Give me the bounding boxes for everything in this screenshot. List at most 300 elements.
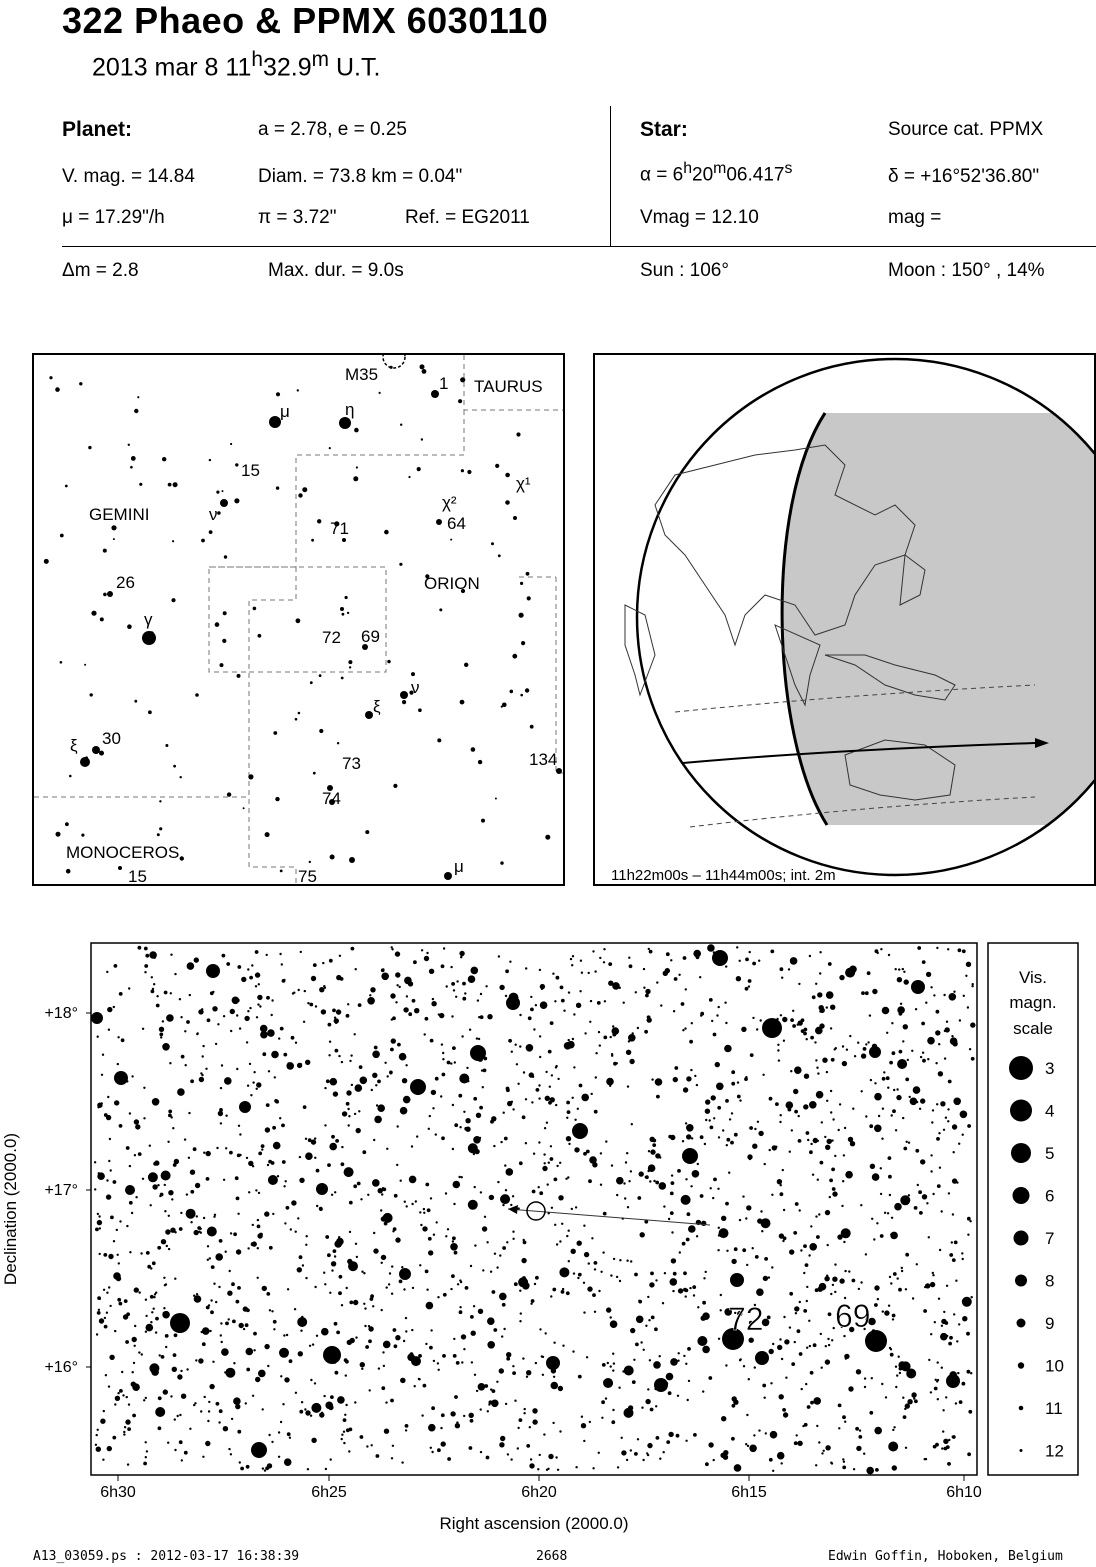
field-star xyxy=(94,1188,96,1190)
field-star xyxy=(523,1239,525,1241)
finder-star xyxy=(400,424,402,426)
field-star xyxy=(810,1225,812,1227)
finder-star xyxy=(417,467,421,471)
field-star xyxy=(209,1384,214,1389)
field-star xyxy=(487,1341,495,1349)
field-star xyxy=(705,1109,710,1114)
field-star xyxy=(828,1312,832,1316)
field-star xyxy=(463,1348,465,1350)
field-star xyxy=(312,976,314,978)
field-star xyxy=(816,1235,820,1239)
field-star xyxy=(157,1246,161,1250)
field-star xyxy=(429,969,434,974)
field-star xyxy=(460,956,462,958)
field-star xyxy=(728,1340,730,1342)
field-star xyxy=(538,1141,540,1143)
field-star xyxy=(272,1213,274,1215)
field-star xyxy=(612,1025,614,1027)
finder-star xyxy=(162,457,166,461)
field-star xyxy=(457,1283,459,1285)
field-star xyxy=(630,1449,632,1451)
field-star xyxy=(159,1033,163,1037)
field-star xyxy=(144,971,146,973)
field-star xyxy=(170,992,172,994)
field-star xyxy=(413,960,417,964)
field-star xyxy=(107,1096,109,1098)
field-star xyxy=(163,1307,165,1309)
field-star xyxy=(610,1316,612,1318)
field-star xyxy=(810,1401,814,1405)
field-star xyxy=(117,1298,121,1302)
field-star xyxy=(947,1108,949,1110)
field-star xyxy=(198,1231,200,1233)
field-star xyxy=(826,1006,828,1008)
field-star xyxy=(780,1014,782,1016)
field-star xyxy=(767,1316,771,1320)
field-star xyxy=(355,1084,363,1092)
field-star xyxy=(228,1448,230,1450)
field-star xyxy=(763,1276,768,1281)
field-star xyxy=(106,971,108,973)
field-star xyxy=(316,1335,318,1337)
field-star xyxy=(884,1212,886,1214)
field-star xyxy=(676,1434,680,1438)
field-star xyxy=(271,1014,273,1016)
field-star xyxy=(828,1344,830,1346)
finder-star xyxy=(399,563,402,566)
field-star xyxy=(95,1228,99,1232)
field-star xyxy=(937,1398,939,1400)
field-star xyxy=(925,1002,927,1004)
field-star xyxy=(257,1247,259,1249)
finder-star xyxy=(237,674,241,678)
field-star xyxy=(420,1224,422,1226)
field-star xyxy=(659,1182,667,1190)
star-alpha xyxy=(640,160,792,186)
field-star xyxy=(947,1120,949,1122)
field-star xyxy=(480,1191,482,1193)
field-star xyxy=(603,1212,607,1216)
finder-star xyxy=(545,835,550,840)
finder-star xyxy=(180,856,184,860)
field-star xyxy=(381,1262,383,1264)
field-star xyxy=(503,1112,505,1114)
field-star xyxy=(574,1147,579,1152)
field-star xyxy=(902,1397,904,1399)
field-star xyxy=(557,1078,559,1080)
field-star xyxy=(798,1139,802,1143)
field-star xyxy=(299,1156,301,1158)
scale-dot-9 xyxy=(1017,1319,1026,1328)
field-star xyxy=(361,1271,363,1273)
field-star xyxy=(255,950,259,954)
field-star xyxy=(526,1044,534,1052)
field-star xyxy=(478,1057,483,1062)
field-star xyxy=(626,1050,631,1055)
finder-star xyxy=(422,369,427,374)
field-star xyxy=(588,972,590,974)
field-star xyxy=(526,1444,530,1448)
field-star xyxy=(322,962,324,964)
field-star xyxy=(333,1091,338,1096)
field-star xyxy=(842,1061,847,1066)
field-star xyxy=(223,1179,225,1181)
field-star xyxy=(510,1204,512,1206)
field-star xyxy=(931,1121,933,1123)
field-star xyxy=(892,1051,896,1055)
field-star xyxy=(902,968,904,970)
field-star xyxy=(897,1059,907,1069)
field-star xyxy=(966,1332,970,1336)
field-star xyxy=(876,1222,878,1224)
field-star xyxy=(671,1181,675,1185)
field-star xyxy=(159,1354,161,1356)
field-star xyxy=(400,1180,402,1182)
field-star xyxy=(815,1464,817,1466)
field-star xyxy=(881,1138,883,1140)
planet-ref: Ref. = EG2011 xyxy=(405,207,530,228)
field-star xyxy=(880,1193,882,1195)
field-star xyxy=(686,1076,691,1081)
field-star xyxy=(821,1121,823,1123)
field-star xyxy=(415,1086,417,1088)
field-star xyxy=(789,1292,793,1296)
finder-star xyxy=(113,538,115,540)
field-star xyxy=(552,1422,554,1424)
finder-star xyxy=(505,473,510,478)
field-star xyxy=(944,1057,946,1059)
field-star xyxy=(913,988,915,990)
field-star xyxy=(749,1445,757,1453)
scale-value-3: 3 xyxy=(1045,1059,1055,1078)
field-star xyxy=(190,1190,194,1194)
field-star xyxy=(559,1430,561,1432)
field-star xyxy=(161,1171,171,1181)
field-star xyxy=(122,1394,124,1396)
field-star xyxy=(953,1313,955,1315)
field-star xyxy=(349,1060,351,1062)
field-star xyxy=(372,1179,380,1187)
field-star xyxy=(173,1353,177,1357)
field-star xyxy=(765,1432,767,1434)
field-star xyxy=(666,1440,670,1444)
field-star xyxy=(452,1148,454,1150)
field-star xyxy=(945,1396,947,1398)
field-star xyxy=(252,1395,254,1397)
field-star xyxy=(945,1027,950,1032)
field-star xyxy=(963,995,965,997)
field-star xyxy=(919,1108,921,1110)
field-star xyxy=(951,1035,953,1037)
field-star xyxy=(758,960,760,962)
field-star xyxy=(683,1271,687,1275)
field-star xyxy=(225,1147,227,1149)
field-star xyxy=(643,987,645,989)
field-star xyxy=(143,1462,147,1466)
field-star xyxy=(363,1303,365,1305)
field-star xyxy=(312,1343,314,1345)
field-star xyxy=(952,1124,957,1129)
field-star xyxy=(914,1206,918,1210)
field-star xyxy=(116,1229,118,1231)
field-star xyxy=(151,990,155,994)
field-star xyxy=(893,1426,895,1428)
field-star xyxy=(782,1169,784,1171)
field-star xyxy=(440,1427,442,1429)
field-star xyxy=(905,1447,907,1449)
field-star xyxy=(891,1022,893,1024)
field-star xyxy=(315,1005,317,1007)
field-star xyxy=(832,1284,834,1286)
field-star xyxy=(632,1380,636,1384)
field-star xyxy=(519,1418,523,1422)
field-star xyxy=(246,1368,250,1372)
field-star xyxy=(151,1311,153,1313)
field-star xyxy=(790,1018,794,1022)
field-star xyxy=(387,1075,389,1077)
field-star xyxy=(701,1316,706,1321)
field-star xyxy=(351,1084,353,1086)
field-star xyxy=(949,993,957,1001)
field-star xyxy=(713,1459,715,1461)
field-star xyxy=(468,1200,478,1210)
field-star xyxy=(269,1246,273,1250)
field-star xyxy=(809,1101,817,1109)
field-star xyxy=(753,1434,755,1436)
field-star xyxy=(937,1379,939,1381)
finder-star xyxy=(356,466,358,468)
field-star xyxy=(184,1138,186,1140)
field-star xyxy=(512,1238,514,1240)
field-star xyxy=(579,1084,583,1088)
field-star xyxy=(435,1133,437,1135)
field-star xyxy=(705,1462,709,1466)
field-star xyxy=(775,1146,777,1148)
field-star xyxy=(925,1283,930,1288)
field-star xyxy=(251,1442,267,1458)
field-star xyxy=(726,1138,730,1142)
field-star xyxy=(962,1382,966,1386)
finder-star xyxy=(80,757,90,767)
field-star xyxy=(168,1114,172,1118)
field-star xyxy=(173,1163,177,1167)
field-star xyxy=(505,1403,507,1405)
field-star xyxy=(239,1133,241,1135)
field-star xyxy=(845,1171,853,1179)
field-star xyxy=(783,1316,785,1318)
field-star xyxy=(764,1257,768,1261)
field-star xyxy=(499,1293,507,1301)
field-star xyxy=(222,954,226,958)
field-star xyxy=(134,1119,139,1124)
field-star xyxy=(650,1408,654,1412)
field-star xyxy=(749,1158,751,1160)
field-star xyxy=(291,1036,295,1040)
field-star xyxy=(519,1320,521,1322)
field-star xyxy=(899,1050,903,1054)
field-star xyxy=(271,1441,273,1443)
field-star xyxy=(244,1016,249,1021)
field-star xyxy=(399,1280,403,1284)
field-star xyxy=(114,1071,128,1085)
finder-star xyxy=(159,827,162,830)
field-star xyxy=(831,1462,833,1464)
field-star xyxy=(125,1419,130,1424)
field-star xyxy=(788,968,790,970)
field-star xyxy=(425,1183,429,1187)
field-star xyxy=(739,960,741,962)
field-star xyxy=(441,964,445,968)
field-star xyxy=(453,1354,457,1358)
field-star xyxy=(825,1359,830,1364)
field-star xyxy=(673,1272,677,1276)
field-star xyxy=(815,983,817,985)
field-star xyxy=(262,1286,267,1291)
field-star xyxy=(425,1270,429,1274)
field-star xyxy=(844,1127,846,1129)
field-star xyxy=(499,1254,501,1256)
field-star xyxy=(408,981,413,986)
field-star xyxy=(871,1377,873,1379)
field-star xyxy=(610,1274,612,1276)
field-star xyxy=(195,1359,197,1361)
field-star xyxy=(891,1217,893,1219)
finder-star xyxy=(65,485,68,488)
field-star xyxy=(124,1426,126,1428)
field-star xyxy=(906,1141,908,1143)
label-mu-mon: μ xyxy=(454,857,464,876)
field-star xyxy=(243,1328,245,1330)
field-star xyxy=(194,1230,199,1235)
field-star xyxy=(428,1250,433,1255)
field-star xyxy=(257,1277,259,1279)
scale-value-5: 5 xyxy=(1045,1144,1055,1163)
field-star xyxy=(488,1403,490,1405)
field-star xyxy=(102,1459,104,1461)
field-star xyxy=(390,1399,394,1403)
field-star xyxy=(857,1042,859,1044)
field-star xyxy=(685,1122,687,1124)
field-star xyxy=(859,1429,861,1431)
field-star xyxy=(655,1405,657,1407)
field-star xyxy=(718,1338,720,1340)
field-star xyxy=(340,977,344,981)
field-star xyxy=(880,1167,882,1169)
field-star xyxy=(971,1057,975,1061)
finder-star xyxy=(431,390,439,398)
field-star xyxy=(172,1367,177,1372)
field-star xyxy=(114,1100,119,1105)
field-star xyxy=(922,960,926,964)
field-star xyxy=(129,1201,133,1205)
field-star xyxy=(502,1204,504,1206)
field-star xyxy=(571,1208,573,1210)
field-star xyxy=(384,1429,389,1434)
field-star xyxy=(719,1228,729,1238)
finder-star xyxy=(220,499,228,507)
field-star xyxy=(231,1282,235,1286)
star-mag: mag = xyxy=(888,207,942,228)
field-star xyxy=(508,1039,512,1043)
time-suffix: U.T. xyxy=(329,53,381,82)
field-star xyxy=(190,1221,192,1223)
field-star xyxy=(119,1389,123,1393)
field-star xyxy=(506,1168,514,1176)
field-star xyxy=(959,1400,963,1404)
field-star xyxy=(660,1004,662,1006)
field-star xyxy=(715,1062,720,1067)
field-star xyxy=(693,1433,697,1437)
field-star xyxy=(290,1228,292,1230)
field-star xyxy=(820,1008,825,1013)
field-star xyxy=(462,982,466,986)
field-star xyxy=(391,1457,393,1459)
field-star xyxy=(248,1191,250,1193)
field-star xyxy=(421,1414,423,1416)
field-star xyxy=(912,1395,914,1397)
field-star xyxy=(202,1327,210,1335)
field-star xyxy=(889,1061,893,1065)
field-star xyxy=(578,1375,582,1379)
finder-star xyxy=(130,466,133,469)
field-star xyxy=(225,1115,227,1117)
field-star xyxy=(754,1128,756,1130)
field-star xyxy=(712,1197,714,1199)
field-star xyxy=(606,1307,611,1312)
field-star xyxy=(783,1209,785,1211)
field-star xyxy=(240,1467,244,1471)
field-star xyxy=(576,1003,581,1008)
field-star xyxy=(911,1050,913,1052)
field-star xyxy=(598,1031,600,1033)
field-star xyxy=(806,1347,808,1349)
field-star xyxy=(947,1462,951,1466)
field-star xyxy=(769,1097,773,1101)
field-star xyxy=(693,1294,695,1296)
field-star xyxy=(728,1172,730,1174)
field-star xyxy=(932,1193,934,1195)
field-star xyxy=(405,1429,407,1431)
field-star xyxy=(542,1166,547,1171)
field-star xyxy=(764,1397,766,1399)
finder-star xyxy=(365,711,373,719)
field-star xyxy=(304,990,306,992)
field-star xyxy=(381,1309,383,1311)
field-star xyxy=(567,1176,569,1178)
field-star xyxy=(643,1349,645,1351)
field-star xyxy=(832,1187,836,1191)
field-star xyxy=(612,1409,614,1411)
field-star xyxy=(637,1027,639,1029)
field-star xyxy=(323,1272,325,1274)
field-star xyxy=(782,1240,784,1242)
field-star xyxy=(842,1045,844,1047)
field-star xyxy=(824,1276,829,1281)
field-star xyxy=(455,1423,460,1428)
field-star xyxy=(630,1170,632,1172)
field-star xyxy=(758,1131,763,1136)
label-15-mon: 15 xyxy=(128,867,147,884)
field-star xyxy=(890,1353,894,1357)
field-star xyxy=(142,1178,144,1180)
field-star xyxy=(611,1053,613,1055)
field-star xyxy=(895,1129,897,1131)
field-star xyxy=(471,1331,476,1336)
field-star xyxy=(478,1383,486,1391)
field-star xyxy=(872,1044,877,1049)
field-star xyxy=(338,1055,340,1057)
field-star xyxy=(928,1236,930,1238)
